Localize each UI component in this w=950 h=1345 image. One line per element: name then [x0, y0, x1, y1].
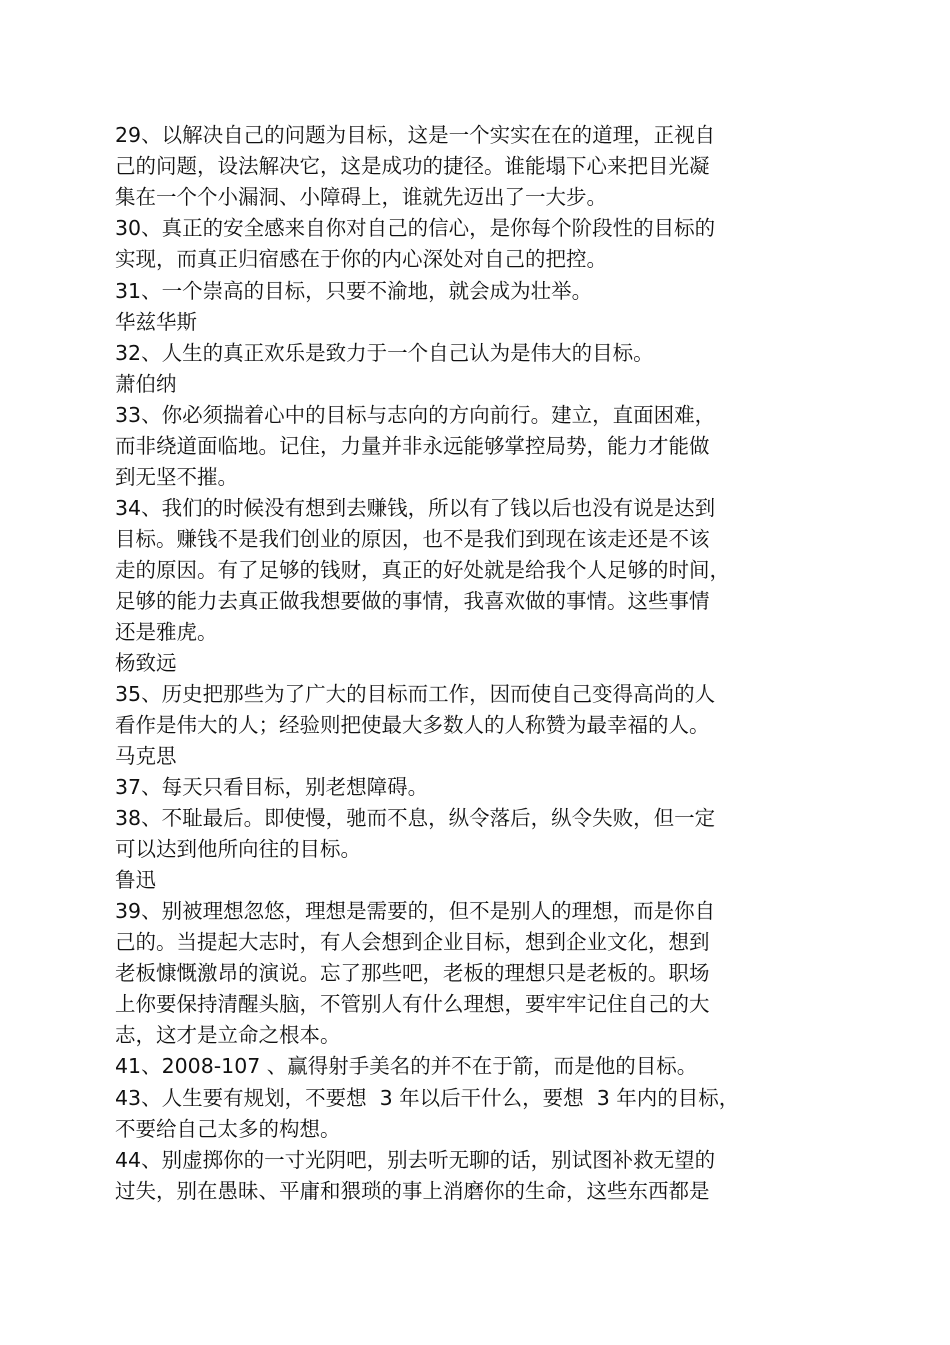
- text-line: 不要给自己太多的构想。: [115, 1117, 341, 1141]
- text-line: 己的。当提起大志时，有人会想到企业目标，想到企业文化，想到: [115, 930, 710, 954]
- author-line: 马克思: [115, 744, 177, 768]
- text-line: 33、你必须揣着心中的目标与志向的方向前行。建立，直面困难，: [115, 403, 716, 427]
- text-line: 集在一个个小漏洞、小障碍上，谁就先迈出了一大步。: [115, 185, 607, 209]
- text-line: 过失，别在愚昧、平庸和猥琐的事上消磨你的生命，这些东西都是: [115, 1179, 710, 1203]
- text-line: 30、真正的安全感来自你对自己的信心，是你每个阶段性的目标的: [115, 216, 716, 240]
- text-line: 31、一个崇高的目标，只要不渝地，就会成为壮举。: [115, 279, 593, 303]
- author-line: 萧伯纳: [115, 372, 177, 396]
- text-line: 走的原因。有了足够的钱财，真正的好处就是给我个人足够的时间，: [115, 558, 730, 582]
- text-line: 39、别被理想忽悠，理想是需要的，但不是别人的理想，而是你自: [115, 899, 716, 923]
- text-line: 老板慷慨激昂的演说。忘了那些吧，老板的理想只是老板的。职场: [115, 961, 710, 985]
- text-line: 29、以解决自己的问题为目标，这是一个实实在在的道理，正视自: [115, 123, 716, 147]
- author-line: 杨致远: [115, 651, 177, 675]
- author-line: 鲁迅: [115, 868, 156, 892]
- text-line: 而非绕道面临地。记住，力量并非永远能够掌控局势，能力才能做: [115, 434, 710, 458]
- text-line: 44、别虚掷你的一寸光阴吧，别去听无聊的话，别试图补救无望的: [115, 1148, 716, 1172]
- text-line: 己的问题，设法解决它，这是成功的捷径。谁能塌下心来把目光凝: [115, 154, 710, 178]
- text-line: 38、不耻最后。即使慢，驰而不息，纵令落后，纵令失败，但一定: [115, 806, 716, 830]
- text-line: 足够的能力去真正做我想要做的事情，我喜欢做的事情。这些事情: [115, 589, 710, 613]
- text-line: 还是雅虎。: [115, 620, 218, 644]
- text-line: 32、人生的真正欢乐是致力于一个自己认为是伟大的目标。: [115, 341, 654, 365]
- author-line: 华兹华斯: [115, 310, 197, 334]
- text-line: 上你要保持清醒头脑，不管别人有什么理想，要牢牢记住自己的大: [115, 992, 710, 1016]
- text-line: 35、历史把那些为了广大的目标而工作，因而使自己变得高尚的人: [115, 682, 716, 706]
- text-line: 43、人生要有规划，不要想 3 年以后干什么，要想 3 年内的目标，: [115, 1086, 740, 1110]
- text-line: 37、每天只看目标，别老想障碍。: [115, 775, 429, 799]
- text-line: 实现，而真正归宿感在于你的内心深处对自己的把控。: [115, 247, 607, 271]
- text-line: 志，这才是立命之根本。: [115, 1023, 341, 1047]
- text-line: 看作是伟大的人；经验则把使最大多数人的人称赞为最幸福的人。: [115, 713, 710, 737]
- text-line: 34、我们的时候没有想到去赚钱，所以有了钱以后也没有说是达到: [115, 496, 716, 520]
- text-line: 41、2008-107 、赢得射手美名的并不在于箭，而是他的目标。: [115, 1054, 698, 1078]
- text-line: 可以达到他所向往的目标。: [115, 837, 361, 861]
- text-line: 到无坚不摧。: [115, 465, 238, 489]
- text-line: 目标。赚钱不是我们创业的原因，也不是我们到现在该走还是不该: [115, 527, 710, 551]
